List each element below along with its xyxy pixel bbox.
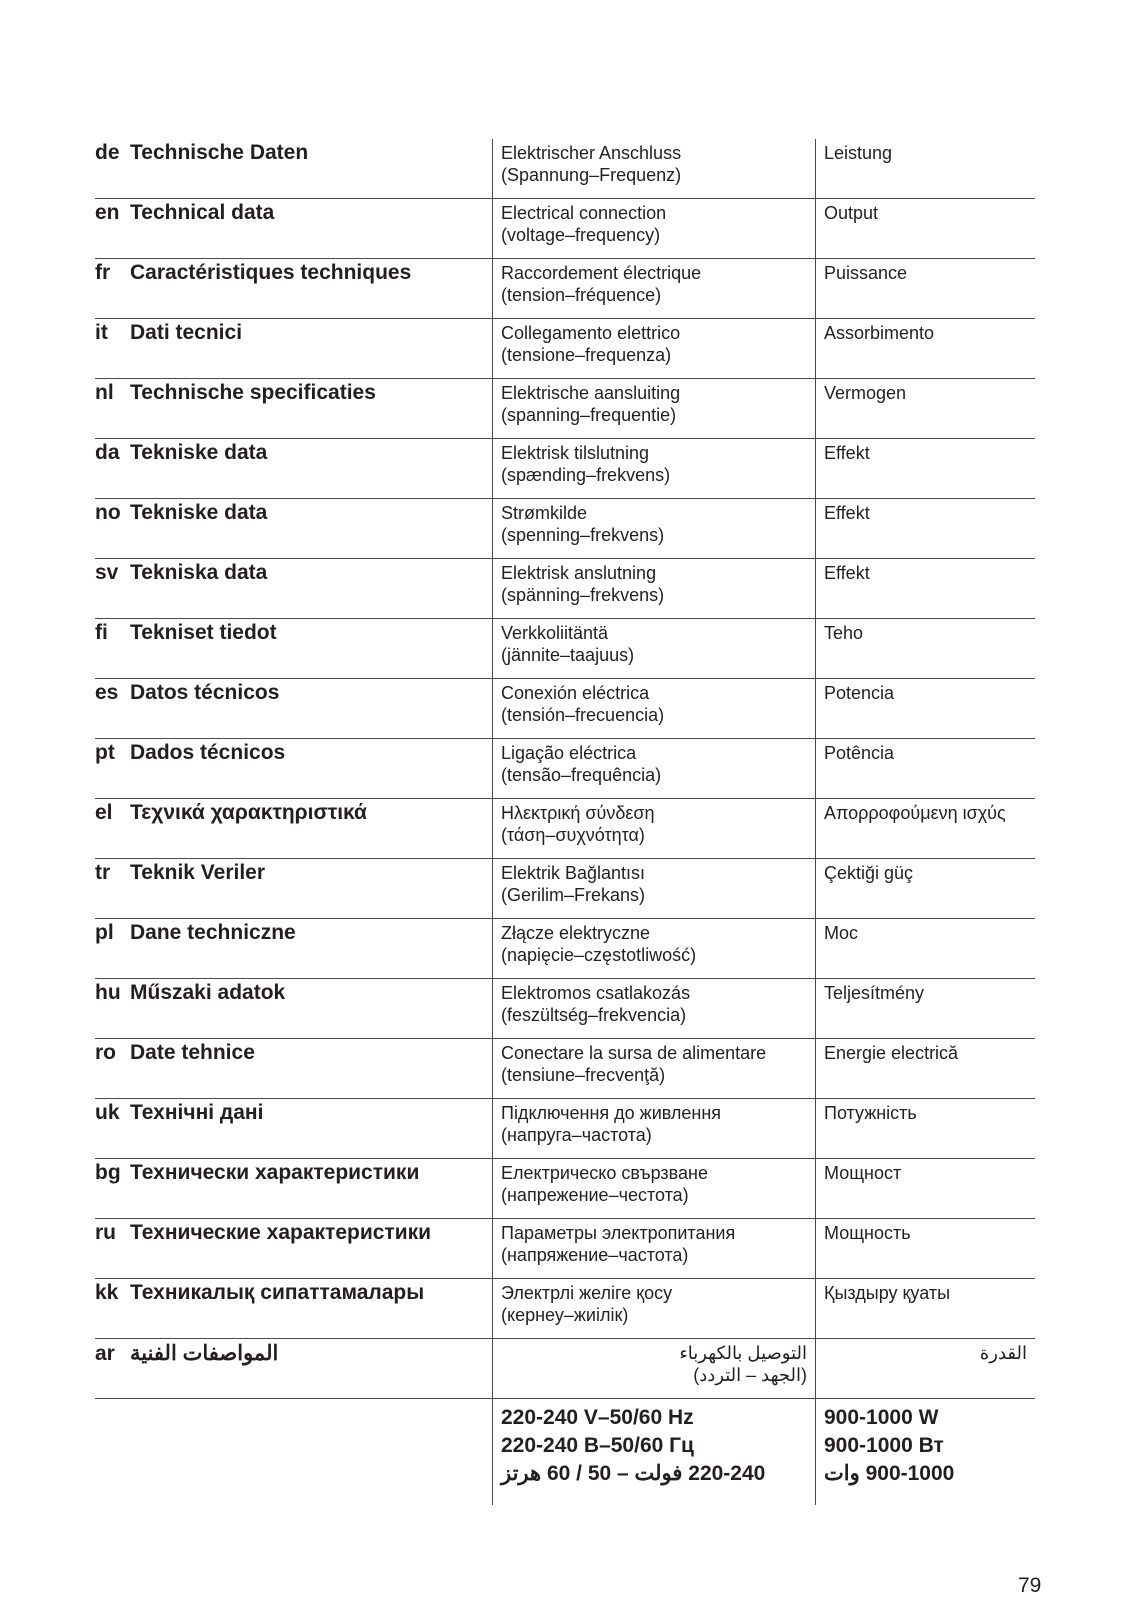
power-label: Energie electrică [824,1043,959,1063]
connection-label [493,1159,815,1206]
language-code: sv [95,561,119,584]
connection-label-line1: Verkkoliitäntä [501,623,609,643]
language-code: fr [95,261,111,284]
language-heading-cell [95,859,493,919]
connection-label-line2: (spanning–frequentie) [501,405,677,425]
connection-cell [493,919,816,979]
connection-label [493,559,815,606]
power-values-cell [816,1399,1036,1506]
connection-cell [493,1279,816,1339]
connection-label-line1: Strømkilde [501,503,588,523]
power-label: Teho [824,623,864,643]
power-cell [816,919,1036,979]
power-value: 900-1000 W [824,1406,939,1429]
connection-cell [493,379,816,439]
language-code: ro [95,1041,116,1064]
connection-label-line1: Electrical connection [501,203,667,223]
connection-cell [493,1339,816,1399]
power-label: Çektiği güç [824,863,914,883]
language-row-fr [95,259,1035,319]
values-row [95,1399,1035,1506]
connection-label [493,319,815,366]
power-label: Moc [824,923,859,943]
connection-label [493,1279,815,1326]
connection-label-line2: (tensión–frecuencia) [501,705,665,725]
connection-label-line2: (feszültség–frekvencia) [501,1005,687,1025]
connection-label [493,1339,815,1386]
section-heading: Dane techniczne [130,921,296,944]
connection-label [493,199,815,246]
connection-cell [493,319,816,379]
section-heading: Teknik Veriler [130,861,266,884]
connection-label-line2: (tensiune–frecvenţă) [501,1065,666,1085]
connection-label-line1: Elektrisk anslutning [501,563,657,583]
connection-label-line2: (الجهد – التردد) [693,1365,807,1385]
connection-cell [493,139,816,199]
language-row-hu [95,979,1035,1039]
connection-label-line1: Collegamento elettrico [501,323,681,343]
connection-label [493,919,815,966]
section-heading: Технічні дані [130,1101,264,1124]
connection-label [493,1099,815,1146]
section-heading: Tekniset tiedot [130,621,277,644]
connection-label-line1: Raccordement électrique [501,263,702,283]
connection-label-line2: (voltage–frequency) [501,225,661,245]
section-heading: Технически характеристики [130,1161,420,1184]
language-code: bg [95,1161,121,1184]
power-label: Potência [824,743,895,763]
language-row-no [95,499,1035,559]
language-heading-cell [95,1159,493,1219]
power-label: Potencia [824,683,895,703]
language-heading-cell [95,619,493,679]
language-heading-cell [95,259,493,319]
language-code: kk [95,1281,119,1304]
connection-label-line2: (напрежение–честота) [501,1185,689,1205]
connection-label [493,1039,815,1086]
section-heading: Date tehnice [130,1041,255,1064]
empty-cell [95,1399,493,1506]
connection-label [493,799,815,846]
language-row-ru [95,1219,1035,1279]
section-heading: المواصفات الفنية [130,1342,279,1365]
language-code: no [95,501,121,524]
connection-label-line1: Електрическо свързване [501,1163,708,1183]
connection-label-line2: (кернеу–жиілік) [501,1305,629,1325]
language-code: ru [95,1221,116,1244]
connection-cell [493,1159,816,1219]
language-heading-cell [95,739,493,799]
language-row-de [95,139,1035,199]
connection-label-line2: (Gerilim–Frekans) [501,885,646,905]
section-heading: Technical data [130,201,275,224]
power-label: Мощность [824,1223,911,1243]
connection-label [493,739,815,786]
connection-label [493,139,815,186]
connection-label-line1: Złącze elektryczne [501,923,651,943]
power-value: 900-1000 Вт [824,1434,944,1457]
connection-label-line1: Conectare la sursa de alimentare [501,1043,767,1063]
language-row-da [95,439,1035,499]
connection-label-line2: (напруга–частота) [501,1125,652,1145]
language-row-ar [95,1339,1035,1399]
section-heading: Tekniske data [130,441,268,464]
language-heading-cell [95,679,493,739]
connection-label-line2: (tensione–frequenza) [501,345,672,365]
language-heading-cell [95,499,493,559]
connection-cell [493,1099,816,1159]
power-label: Assorbimento [824,323,935,343]
technical-data-table [95,139,1035,1505]
connection-label-line1: Параметры электропитания [501,1223,736,1243]
language-heading-cell [95,979,493,1039]
connection-label [493,439,815,486]
language-heading-cell [95,139,493,199]
power-label: Leistung [824,143,893,163]
power-cell [816,739,1036,799]
connection-label-line1: Підключення до живлення [501,1103,722,1123]
connection-cell [493,679,816,739]
connection-values-cell [493,1399,816,1506]
language-row-fi [95,619,1035,679]
language-code: nl [95,381,114,404]
language-code: hu [95,981,121,1004]
power-label: Мощност [824,1163,902,1183]
connection-label-line1: Ligação eléctrica [501,743,637,763]
connection-cell [493,559,816,619]
language-heading-cell [95,559,493,619]
connection-label-line1: Elektrische aansluiting [501,383,681,403]
language-row-pl [95,919,1035,979]
connection-label [493,859,815,906]
power-cell [816,259,1036,319]
connection-cell [493,619,816,679]
language-heading-cell [95,199,493,259]
section-heading: Dados técnicos [130,741,286,764]
language-heading-cell [95,1039,493,1099]
connection-label-line2: (напряжение–частота) [501,1245,689,1265]
connection-label-line2: (Spannung–Frequenz) [501,165,682,185]
language-code: it [95,321,108,344]
connection-cell [493,259,816,319]
connection-cell [493,499,816,559]
power-cell [816,1039,1036,1099]
connection-cell [493,199,816,259]
language-row-kk [95,1279,1035,1339]
connection-cell [493,799,816,859]
power-cell [816,559,1036,619]
connection-label [493,979,815,1026]
section-heading: Technische specificaties [130,381,376,404]
connection-label [493,1219,815,1266]
section-heading: Tekniska data [130,561,268,584]
language-code: en [95,201,120,224]
language-code: uk [95,1101,120,1124]
power-cell [816,1339,1036,1399]
connection-label [493,619,815,666]
language-code: pl [95,921,114,944]
power-cell [816,799,1036,859]
language-heading-cell [95,1339,493,1399]
power-label: Output [824,203,879,223]
section-heading: Műszaki adatok [130,981,286,1004]
language-row-el [95,799,1035,859]
language-heading-cell [95,1279,493,1339]
power-label: Effekt [824,563,870,583]
language-code: fi [95,621,108,644]
language-code: ar [95,1342,115,1365]
power-cell [816,1279,1036,1339]
language-heading-cell [95,1219,493,1279]
connection-label-line1: Elektrisk tilslutning [501,443,650,463]
language-row-it [95,319,1035,379]
connection-label-line2: (tension–fréquence) [501,285,662,305]
language-row-tr [95,859,1035,919]
power-cell [816,979,1036,1039]
power-cell [816,1099,1036,1159]
section-heading: Техникалық сипаттамалары [130,1281,425,1304]
connection-label-line1: Conexión eléctrica [501,683,650,703]
power-cell [816,859,1036,919]
language-code: pt [95,741,115,764]
connection-value: 220-240 В–50/60 Гц [501,1434,694,1457]
connection-label-line1: التوصيل بالكهرباء [679,1343,807,1363]
power-label: Απορροφούμενη ισχύς [824,803,1006,823]
power-cell [816,679,1036,739]
connection-label-line2: (napięcie–częstotliwość) [501,945,697,965]
connection-label-line2: (spenning–frekvens) [501,525,665,545]
power-cell [816,199,1036,259]
connection-value: 220-240 فولت – 50 / 60 هرتز [501,1462,766,1485]
power-label: Teljesítmény [824,983,925,1003]
language-heading-cell [95,1099,493,1159]
language-heading-cell [95,799,493,859]
connection-cell [493,1219,816,1279]
language-code: es [95,681,119,704]
power-cell [816,1219,1036,1279]
connection-label [493,259,815,306]
language-row-bg [95,1159,1035,1219]
connection-label-line1: Elektromos csatlakozás [501,983,691,1003]
language-row-pt [95,739,1035,799]
power-label: Қыздыру қуаты [824,1283,950,1303]
language-row-uk [95,1099,1035,1159]
connection-label-line1: Ηλεκτρική σύνδεση [501,803,655,823]
power-label: Puissance [824,263,908,283]
connection-cell [493,439,816,499]
power-label: Effekt [824,503,870,523]
connection-label-line2: (τάση–συχνότητα) [501,825,645,845]
section-heading: Dati tecnici [130,321,243,344]
power-cell [816,379,1036,439]
language-code: da [95,441,120,464]
connection-label-line2: (spænding–frekvens) [501,465,671,485]
section-heading: Τεχνικά χαρακτηριστικά [130,801,367,824]
language-code: de [95,141,120,164]
page-number: 79 [1018,1574,1042,1597]
connection-label-line2: (spänning–frekvens) [501,585,665,605]
section-heading: Datos técnicos [130,681,280,704]
language-row-sv [95,559,1035,619]
language-heading-cell [95,319,493,379]
language-heading-cell [95,379,493,439]
connection-label-line1: Elektrischer Anschluss [501,143,682,163]
language-heading-cell [95,919,493,979]
connection-label [493,679,815,726]
power-cell [816,439,1036,499]
section-heading: Tekniske data [130,501,268,524]
power-cell [816,619,1036,679]
section-heading: Technische Daten [130,141,309,164]
power-label: Effekt [824,443,870,463]
power-cell [816,139,1036,199]
language-code: el [95,801,113,824]
connection-label-line2: (tensão–frequência) [501,765,662,785]
power-label: Vermogen [824,383,907,403]
connection-cell [493,739,816,799]
language-code: tr [95,861,111,884]
power-cell [816,499,1036,559]
connection-cell [493,1039,816,1099]
power-cell [816,319,1036,379]
language-heading-cell [95,439,493,499]
power-value: 900-1000 وات [824,1462,955,1485]
power-label: القدرة [979,1343,1027,1363]
language-row-nl [95,379,1035,439]
section-heading: Технические характеристики [130,1221,432,1244]
connection-label [493,499,815,546]
connection-value: 220-240 V–50/60 Hz [501,1406,694,1429]
power-cell [816,1159,1036,1219]
section-heading: Caractéristiques techniques [130,261,412,284]
connection-cell [493,979,816,1039]
language-row-en [95,199,1035,259]
connection-cell [493,859,816,919]
language-row-es [95,679,1035,739]
connection-label-line1: Elektrik Bağlantısı [501,863,646,883]
language-row-ro [95,1039,1035,1099]
connection-label [493,379,815,426]
connection-label-line1: Электрлі желіге қосу [501,1283,673,1303]
connection-label-line2: (jännite–taajuus) [501,645,635,665]
technical-data-body [95,139,1035,1505]
power-label: Потужність [824,1103,917,1123]
